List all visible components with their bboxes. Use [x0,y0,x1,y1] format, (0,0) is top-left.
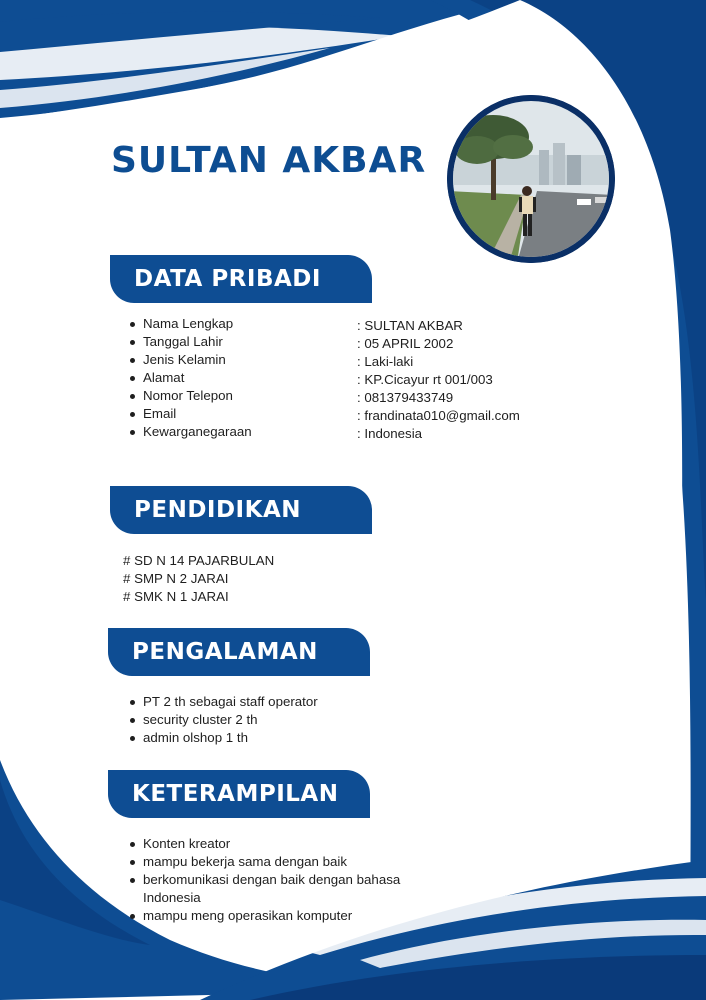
personal-value: : 05 APRIL 2002 [357,336,454,351]
section-header-data-pribadi: DATA PRIBADI [110,255,372,303]
experience-item: PT 2 th sebagai staff operator [130,693,390,711]
profile-photo [447,95,615,263]
personal-value: : frandinata010@gmail.com [357,408,520,423]
personal-label: Nama Lengkap [130,315,330,333]
personal-labels-list [130,315,330,441]
personal-label: Nomor Telepon [130,387,330,405]
experience-list [130,693,390,747]
section-header-pendidikan: PENDIDIKAN [110,486,372,534]
section-header-keterampilan: KETERAMPILAN [108,770,370,818]
personal-label: Alamat [130,369,330,387]
skill-item: Konten kreator [130,835,415,853]
education-item: # SD N 14 PAJARBULAN [123,553,275,568]
section-header-pengalaman: PENGALAMAN [108,628,370,676]
skill-item: mampu bekerja sama dengan baik [130,853,415,871]
personal-label: Jenis Kelamin [130,351,330,369]
experience-item: security cluster 2 th [130,711,390,729]
skill-item: mampu meng operasikan komputer [130,907,415,925]
personal-value: : 081379433749 [357,390,454,405]
skill-item: berkomunikasi dengan baik dengan bahasa Indonesia [130,871,415,907]
personal-values-list [357,317,597,443]
personal-label: Kewarganegaraan [130,423,330,441]
education-list [123,552,363,606]
education-item: # SMP N 2 JARAI [123,571,229,586]
personal-value: : Laki-laki [357,354,414,369]
name-title: SULTAN AKBAR [111,140,427,181]
education-item: # SMK N 1 JARAI [123,589,229,604]
skills-list [130,835,415,925]
personal-value: : SULTAN AKBAR [357,318,463,333]
personal-value: : KP.Cicayur rt 001/003 [357,372,493,387]
personal-label: Email [130,405,330,423]
personal-label: Tanggal Lahir [130,333,330,351]
personal-value: : Indonesia [357,426,423,441]
experience-item: admin olshop 1 th [130,729,390,747]
